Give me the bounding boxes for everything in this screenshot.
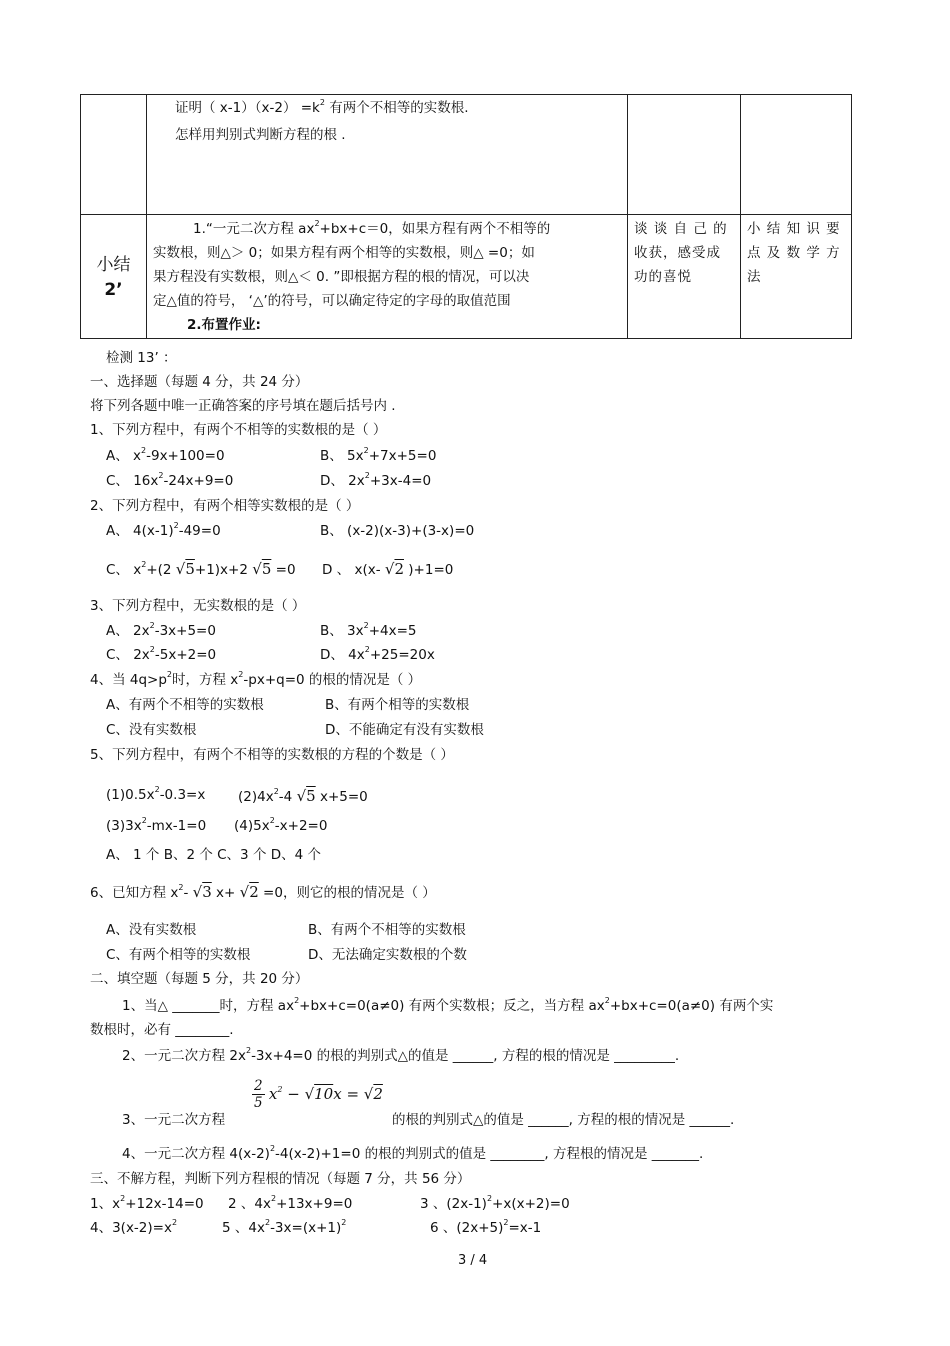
table-cell-label	[81, 95, 147, 215]
fill-3-equation: $\frac{2}{5}$ $x^2 - √10x = √2$	[254, 1078, 383, 1111]
q3-stem: 3、下列方程中，无实数根的是（ ）	[90, 598, 306, 614]
q5-equation-3: $(3)3x^2-mx-1=0$	[106, 816, 207, 834]
fill-4: 4、一元二次方程 $4(x-2)^2-4(x-2)+1=0$ 的根的判别式的值是 ________, 方程根的情况是 _______.	[122, 1144, 704, 1162]
q5-choices: A、 1 个 B、2 个 C、3 个 D、4 个	[106, 847, 322, 863]
q6-option-b: B、有两个不相等的实数根	[308, 922, 466, 938]
problem-1: 1、$x^2+12x-14=0$	[90, 1194, 204, 1212]
problem-6: 6 、$(2x+5)^2=x-1$	[430, 1218, 542, 1236]
fill-1-line-1: 1、当△ _______时，方程 $ax^2+bx+c=0(a\ne 0)$ 有两个实数根；反之，当方程 $ax^2+bx+c=0(a\ne 0)$ 有两个实	[122, 996, 774, 1014]
q4-option-d: D、不能确定有没有实数根	[325, 722, 484, 738]
q3-option-c: C、 $2x^2-5x+2=0$	[106, 645, 217, 663]
q4-option-c: C、没有实数根	[106, 722, 197, 738]
q4-option-a: A、有两个不相等的实数根	[106, 697, 264, 713]
fill-3-lead: 3、一元二次方程	[122, 1112, 226, 1128]
test-header: 检测 13’ ：	[106, 350, 177, 366]
table-cell-student	[628, 95, 741, 215]
q1-option-d: D、 $2x^2+3x-4=0$	[320, 471, 432, 489]
problem-2: 2 、$4x^2+13x+9=0$	[228, 1194, 353, 1212]
summary-line: 果方程没有实数根，则△＜ 0. ”即根据方程的根的情况，可以决	[153, 269, 530, 285]
q3-option-a: A、 $2x^2-3x+5=0$	[106, 621, 216, 639]
lesson-plan-table	[80, 94, 852, 339]
summary-label: 小结	[96, 254, 131, 275]
homework-line: 2.布置作业:	[187, 317, 261, 333]
q2-option-a: A、 $4(x-1)^2-49=0$	[106, 521, 221, 539]
section-1-title: 一、选择题（每题 4 分，共 24 分）	[90, 374, 309, 390]
sqrt-2: √2	[239, 883, 259, 901]
q2-option-d: D 、 x(x- √2 )+1=0	[322, 560, 454, 578]
q4-option-b: B、有两个相等的实数根	[325, 697, 470, 713]
summary-point-1: 1.“一元二次方程 $ax^2+bx+c=0$，如果方程有两个不相等的	[193, 219, 551, 237]
sqrt-5: √5	[175, 560, 195, 578]
page-number: 3 / 4	[458, 1253, 488, 1268]
q1-stem: 1、下列方程中，有两个不相等的实数根的是（ ）	[90, 422, 387, 438]
problem-4: 4、$3(x-2)=x^2$	[90, 1218, 178, 1236]
table-cell-purpose	[741, 95, 852, 215]
q6-option-a: A、没有实数根	[106, 922, 197, 938]
table-row	[81, 215, 852, 339]
q6-option-c: C、有两个相等的实数根	[106, 947, 251, 963]
table-cell-content	[147, 215, 628, 339]
q1-option-b: B、 $5x^2+7x+5=0$	[320, 446, 437, 464]
problem-5: 5 、$4x^2-3x=(x+1)^2$	[222, 1218, 347, 1236]
sqrt-5: √5	[296, 787, 316, 805]
table-row	[81, 95, 852, 215]
fraction-2-5: $\frac{2}{5}$	[254, 1078, 263, 1111]
sqrt-5: √5	[252, 560, 272, 578]
design-purpose: 小 结 知 识 要 点 及 数 学 方 法	[747, 221, 841, 285]
table-cell-purpose	[741, 215, 852, 339]
summary-line: 定△值的符号， ‘△’的符号，可以确定待定的字母的取值范围	[153, 293, 511, 309]
q1-option-a: A、 $x^2-9x+100=0$	[106, 446, 225, 464]
question-line: 怎样用判别式判断方程的根 .	[175, 127, 346, 143]
student-activity: 谈 谈 自 己 的 收获，感受成 功的喜悦	[634, 221, 728, 285]
section-3-title: 三、不解方程，判断下列方程根的情况（每题 7 分，共 56 分）	[90, 1171, 471, 1187]
sqrt-3: √3	[192, 883, 212, 901]
table-cell-label	[81, 215, 147, 339]
q2-option-c: C、 $x^2+(2$ √5+1)x+2 √5 =0	[106, 560, 296, 578]
q1-option-c: C、 $16x^2-24x+9=0$	[106, 471, 234, 489]
fill-2: 2、一元二次方程 $2x^2-3x+4=0$ 的根的判别式△的值是 ______, 方程的根的情况是 _________.	[122, 1046, 680, 1064]
fill-1-line-2: 数根时，必有 ________.	[90, 1022, 234, 1038]
summary-line: 实数根，则△＞ 0；如果方程有两个相等的实数根，则△ =0；如	[153, 245, 535, 261]
q4-stem: 4、当 $4q>p^2$时，方程 $x^2-px+q=0$ 的根的情况是（ ）	[90, 670, 422, 688]
q2-stem: 2、下列方程中，有两个相等实数根的是（ ）	[90, 498, 360, 514]
section-1-instruction: 将下列各题中唯一正确答案的序号填在题后括号内 .	[90, 398, 396, 414]
section-2-title: 二、填空题（每题 5 分，共 20 分）	[90, 971, 309, 987]
q5-stem: 5、下列方程中，有两个不相等的实数根的方程的个数是（ ）	[90, 747, 454, 763]
q5-equation-2: $(2)4x^2-4$ √5 x+5=0	[238, 787, 368, 805]
table-cell-student	[628, 215, 741, 339]
proof-line: 证明（ $x-1)(x-2) =k^2$ 有两个不相等的实数根.	[175, 98, 469, 116]
q6-option-d: D、无法确定实数根的个数	[308, 947, 467, 963]
problem-3: 3 、$(2x-1)^2+x(x+2)=0$	[420, 1194, 570, 1212]
q3-option-d: D、 $4x^2+25=20x$	[320, 645, 435, 663]
q3-option-b: B、 $3x^2+4x=5$	[320, 621, 417, 639]
q6-stem: 6、已知方程 $x^2-$ √3 x+ √2 =0，则它的根的情况是（ ）	[90, 883, 436, 901]
table-cell-content	[147, 95, 628, 215]
q5-equation-1: $(1)0.5x^2-0.3=x$	[106, 785, 206, 803]
summary-time: 2’	[104, 279, 123, 300]
fill-3-rest: 的根的判别式△的值是 ______, 方程的根的情况是 ______.	[392, 1112, 735, 1128]
q5-equation-4: $(4)5x^2-x+2=0$	[234, 816, 328, 834]
q2-option-b: B、 (x-2)(x-3)+(3-x)=0	[320, 523, 475, 539]
sqrt-2: √2	[384, 560, 404, 578]
